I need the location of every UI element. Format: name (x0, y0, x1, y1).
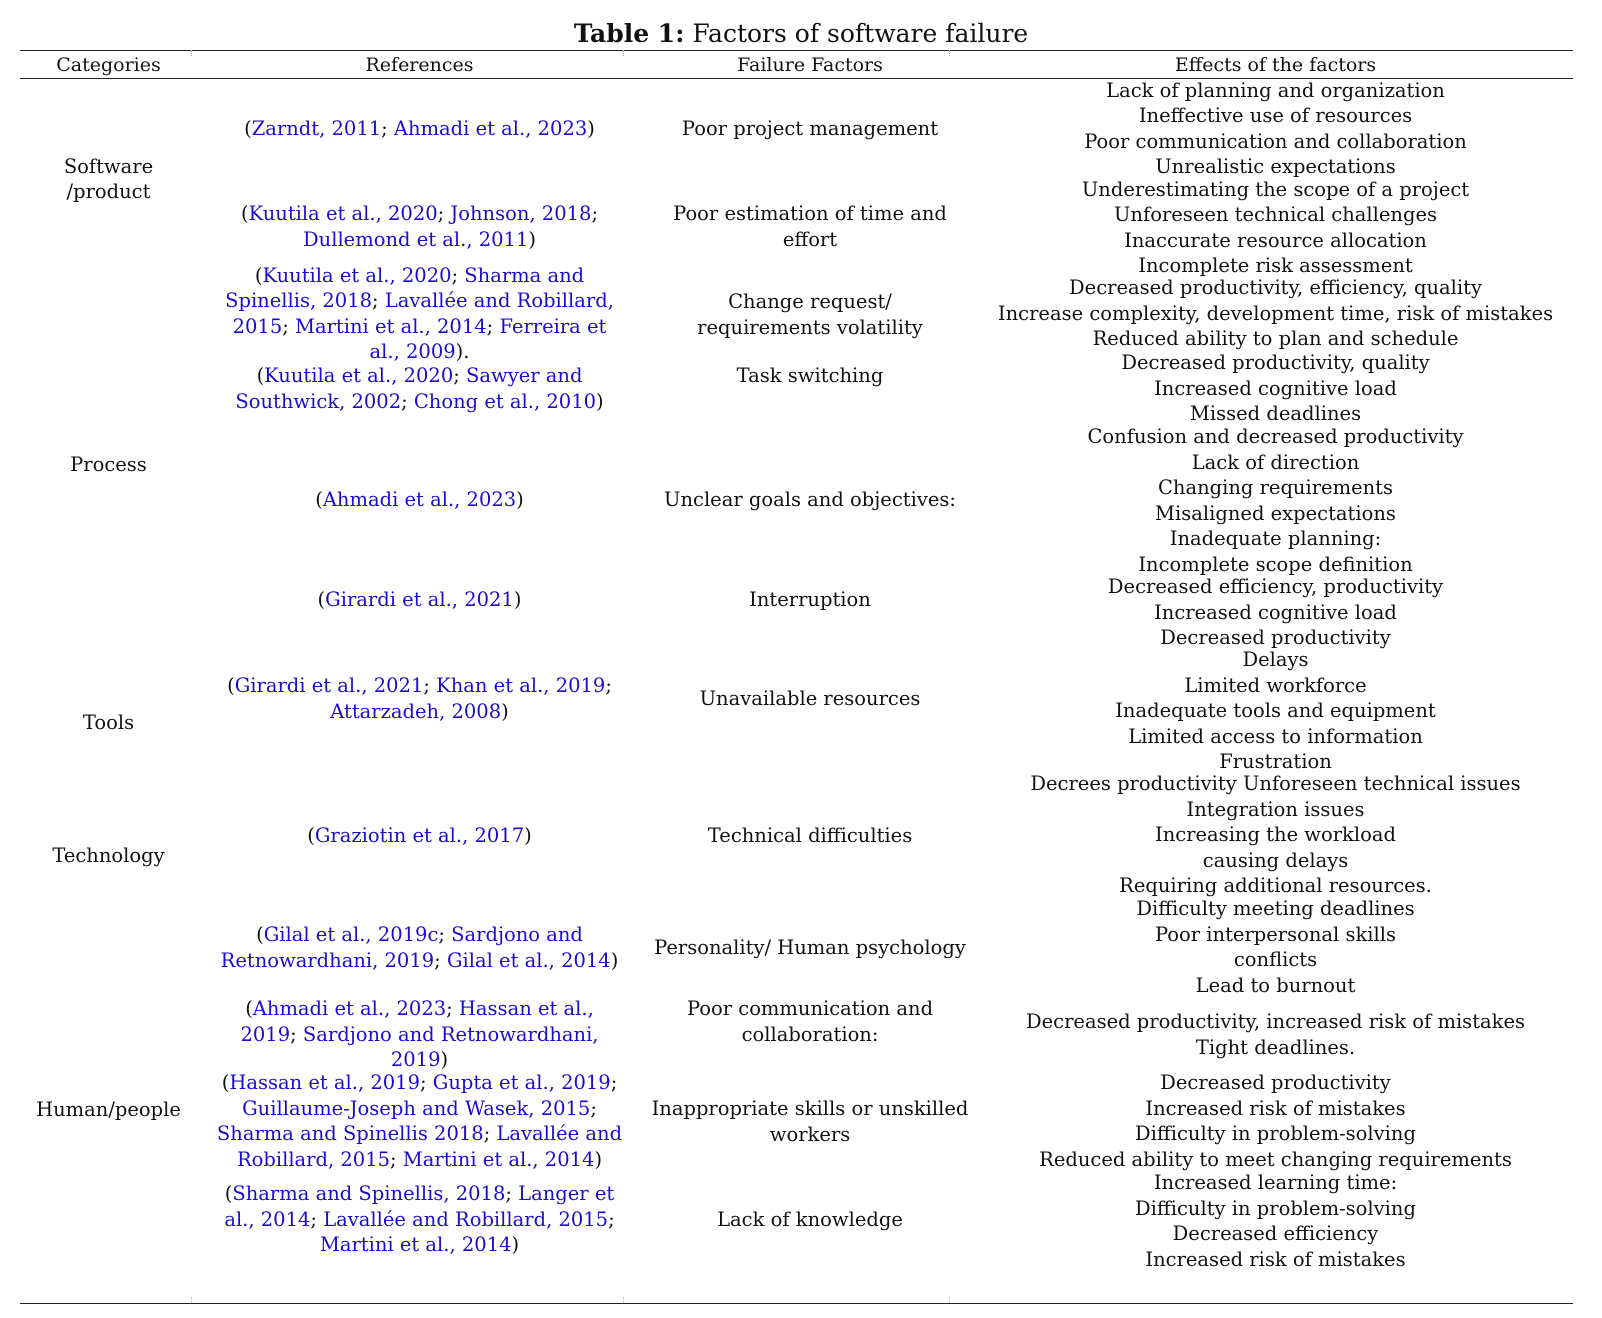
effect-line: conflicts (1233, 948, 1318, 971)
effect-line: Increase complexity, development time, risk of mistakes (997, 301, 1554, 325)
effect-line: Limited workforce (1184, 673, 1367, 697)
citation-separator: ; (437, 202, 451, 225)
effect-line: Decreased productivity, quality (1121, 351, 1430, 375)
category-tools (20, 652, 197, 794)
failure-factor-cell (642, 587, 978, 612)
citation-link[interactable]: Lavallée and Robillard, 2015 (323, 1207, 609, 1231)
effect-line: Misaligned expectations (1155, 501, 1396, 525)
citation-separator: ) (594, 1147, 603, 1171)
reference-text (197, 1181, 642, 1258)
citation-link[interactable]: Sharma and Spinellis 2018 (216, 1122, 484, 1145)
reference-text (197, 201, 642, 252)
citation-link[interactable]: Sawyer and Southwick, 2002 (235, 364, 583, 413)
reference-text (297, 487, 542, 513)
failure-factor-line: Inappropriate skills or unskilled (651, 1097, 969, 1120)
citation-link[interactable]: Sardjono and Retnowardhani, 2019 (302, 1022, 599, 1072)
effect-line: Difficulty in problem-solving (1135, 1196, 1416, 1220)
citation-link[interactable]: Ahmadi et al., 2023 (393, 116, 588, 140)
citation-separator: ) (501, 699, 509, 723)
citation-link[interactable]: Gilal et al., 2019c (263, 923, 439, 946)
top-rule (20, 50, 1573, 51)
failure-factor-cell (642, 935, 978, 960)
effect-line: Decreased efficiency (1172, 1222, 1379, 1245)
failure-factor-cell (642, 996, 978, 1047)
reference-cell (197, 487, 642, 512)
citation-separator: ) (511, 1233, 520, 1257)
citation-separator: ) (610, 948, 619, 972)
failure-factor-line: Task switching (736, 363, 884, 387)
category-human (20, 918, 197, 1302)
citation-separator: ) (440, 1048, 449, 1072)
category-label: Technology (52, 844, 165, 868)
effect-line: Unforeseen technical challenges (1114, 203, 1437, 226)
citation-separator: ; (310, 1207, 324, 1231)
citation-separator: ; (438, 923, 452, 946)
effect-line: Lack of planning and organization (1106, 78, 1445, 102)
citation-separator: ; (282, 314, 296, 338)
citation-separator: ; (505, 1182, 519, 1206)
citation-link[interactable]: Girardi et al., 2021 (325, 587, 514, 611)
citation-link[interactable]: Sardjono and Retnowardhani, 2019 (220, 923, 583, 972)
failure-factor-line: Unclear goals and objectives: (664, 487, 956, 511)
effects-cell (978, 1171, 1573, 1271)
citation-separator: ; (610, 1071, 618, 1094)
reference-cell (197, 997, 642, 1072)
effect-line: Decrees productivity Unforeseen technical issues (1030, 772, 1521, 796)
effects-cell (978, 897, 1573, 997)
citation-separator: ( (317, 587, 326, 611)
effect-line: Decreased efficiency, productivity (1107, 575, 1444, 599)
effect-line: Missed deadlines (1189, 402, 1362, 426)
effect-line: Tight deadlines. (1195, 1035, 1356, 1059)
reference-cell (197, 587, 642, 612)
effect-line: Poor interpersonal skills (1154, 922, 1397, 946)
citation-separator: ; (605, 674, 612, 697)
column-divider-tick (623, 1297, 624, 1303)
failure-factor-line: Poor project management (681, 116, 939, 140)
citation-separator: ) (596, 389, 604, 413)
reference-text (197, 1070, 642, 1172)
citation-link[interactable]: Ahmadi et al., 2023 (252, 997, 447, 1021)
reference-cell (197, 363, 642, 414)
citation-separator: ( (240, 202, 249, 225)
reference-cell (197, 103, 642, 154)
citation-separator: ; (420, 1071, 433, 1094)
effects-cell (978, 78, 1573, 179)
citation-link[interactable]: Sharma and Spinellis, 2018 (225, 263, 585, 312)
citation-separator: ; (483, 1122, 497, 1145)
citation-link[interactable]: Hassan et al., 2019 (229, 1071, 420, 1094)
citation-link[interactable]: Ahmadi et al., 2023 (322, 487, 517, 511)
citation-separator: ( (315, 487, 323, 511)
header-failure-factors: Failure Factors (737, 54, 883, 76)
effects-cell (978, 426, 1573, 575)
effect-line: Decreased productivity, increased risk of mistakes (1025, 1010, 1526, 1033)
reference-cell (197, 1071, 642, 1171)
category-label: Software /product (63, 154, 154, 203)
caption-label: Table 1: (573, 19, 685, 48)
effects-cell (978, 1071, 1573, 1171)
citation-link[interactable]: Lavallée and Robillard, 2015 (236, 1122, 623, 1171)
failure-factor-cell (642, 823, 978, 848)
citation-link[interactable]: Gupta et al., 2019 (432, 1071, 611, 1094)
effect-line: Reduced ability to meet changing requirements (1039, 1147, 1512, 1171)
effects-cell (978, 773, 1573, 897)
failure-factor-line: Interruption (749, 587, 871, 611)
reference-text (197, 996, 642, 1073)
effect-line: Limited access to information (1128, 724, 1423, 748)
citation-link[interactable]: Gilal et al., 2014 (446, 948, 611, 972)
reference-text (300, 587, 540, 613)
citation-link[interactable]: Lavallée and Robillard, 2015 (232, 289, 614, 338)
citation-link[interactable]: Girardi et al., 2021 (234, 674, 424, 697)
reference-text (197, 363, 642, 414)
citation-separator: ) (528, 227, 536, 251)
citation-link[interactable]: Graziotin et al., 2017 (314, 823, 525, 847)
failure-factor-line: Unavailable resources (699, 686, 921, 710)
citation-separator: ) (516, 487, 524, 511)
category-label: Process (70, 453, 147, 477)
failure-factor-cell (642, 686, 978, 711)
effect-line: Changing requirements (1157, 476, 1394, 499)
citation-separator: ; (451, 263, 465, 287)
citation-separator: ) (587, 116, 595, 140)
failure-factor-cell (642, 289, 978, 340)
citation-link[interactable]: Zarndt, 2011 (251, 116, 382, 140)
effect-line: Inadequate planning: (1169, 527, 1382, 550)
effect-line: Incomplete risk assessment (1138, 254, 1413, 277)
effect-line: Increasing the workload (1155, 823, 1396, 847)
effects-cell (978, 276, 1573, 351)
effect-line: Delays (1242, 648, 1309, 672)
citation-separator: ; (401, 389, 414, 413)
failure-factor-cell (642, 1207, 978, 1232)
category-label: Human/people (36, 1098, 181, 1122)
citation-link[interactable]: Attarzadeh, 2008 (330, 699, 502, 723)
header-references: References (365, 54, 474, 76)
citation-separator: ; (453, 364, 467, 387)
citation-separator: ( (227, 674, 235, 697)
reference-cell (197, 201, 642, 252)
citation-separator: ; (290, 1022, 303, 1046)
citation-link[interactable]: Kuutila et al., 2020 (262, 263, 452, 287)
citation-link[interactable]: Johnson, 2018 (450, 202, 592, 225)
effect-line: Difficulty meeting deadlines (1136, 897, 1415, 920)
effect-line: Inadequate tools and equipment (1115, 699, 1436, 723)
citation-link[interactable]: Chong et al., 2010 (413, 389, 597, 413)
effect-line: Increased cognitive load (1154, 376, 1397, 400)
effect-line: Increased risk of mistakes (1145, 1096, 1406, 1120)
effect-line: Confusion and decreased productivity (1087, 425, 1464, 448)
failure-factor-line: Poor communication and (686, 997, 934, 1020)
category-software (20, 80, 197, 278)
citation-separator: ; (446, 997, 459, 1021)
effect-line: Underestimating the scope of a project (1081, 177, 1470, 201)
citation-link[interactable]: Langer et al., 2014 (224, 1182, 615, 1231)
effects-cell (978, 649, 1573, 773)
citation-link[interactable]: Dullemond et al., 2011 (303, 227, 529, 251)
citation-link[interactable]: Martini et al., 2014 (402, 1147, 595, 1171)
table-caption (0, 16, 1602, 52)
effect-line: Increased risk of mistakes (1145, 1247, 1406, 1271)
citation-separator: ( (221, 1071, 230, 1094)
failure-factor-cell (642, 1096, 978, 1147)
citation-separator: ; (434, 948, 447, 972)
citation-separator: ( (256, 923, 264, 946)
failure-factor-line: workers (769, 1122, 851, 1146)
citation-separator: ; (591, 202, 599, 225)
citation-link[interactable]: Hassan et al., 2019 (240, 997, 594, 1046)
effect-line: Requiring additional resources. (1119, 874, 1432, 898)
citation-separator: ; (423, 674, 437, 697)
effect-line: Inaccurate resource allocation (1124, 228, 1427, 252)
effect-line: Decreased productivity (1160, 626, 1391, 650)
failure-factor-line: Lack of knowledge (717, 1207, 903, 1231)
citation-separator: ; (590, 1096, 597, 1120)
effects-cell (978, 575, 1573, 650)
failure-factor-line: Personality/ Human psychology (654, 935, 966, 959)
effect-line: Integration issues (1186, 797, 1365, 821)
effect-line: Decreased productivity (1160, 1071, 1391, 1094)
reference-text (197, 673, 642, 724)
reference-cell (197, 673, 642, 724)
failure-factor-line: Poor estimation of time and (673, 202, 947, 225)
citation-link[interactable]: Khan et al., 2019 (436, 674, 606, 697)
effect-line: Poor communication and collaboration (1084, 129, 1467, 153)
citation-separator: ; (390, 1147, 403, 1171)
failure-factor-line: collaboration: (741, 1022, 879, 1046)
citation-separator: ). (455, 340, 470, 363)
citation-separator: ( (245, 997, 253, 1021)
failure-factor-cell (642, 116, 978, 141)
effects-cell (978, 1009, 1573, 1060)
failure-factor-line: effort (782, 227, 838, 251)
effect-line: Increased cognitive load (1154, 600, 1397, 624)
citation-link[interactable]: Kuutila et al., 2020 (264, 364, 454, 387)
citation-separator: ( (244, 116, 252, 140)
failure-factor-cell (642, 201, 978, 252)
header-categories: Categories (56, 54, 161, 76)
bottom-rule (20, 1303, 1573, 1304)
effect-line: Increased learning time: (1153, 1171, 1398, 1194)
citation-link[interactable]: Ferreira et al., 2009 (369, 314, 607, 363)
category-label: Tools (82, 711, 135, 735)
effects-cell (978, 351, 1573, 426)
effect-line: Lead to burnout (1195, 973, 1356, 997)
failure-factor-line: requirements volatility (697, 315, 923, 339)
citation-separator: ) (513, 587, 522, 611)
category-process (20, 278, 197, 652)
caption-text: Factors of software failure (684, 19, 1029, 48)
citation-separator: ( (254, 263, 263, 287)
reference-text (289, 823, 549, 849)
effect-line: Frustration (1219, 750, 1332, 774)
reference-text (197, 263, 642, 365)
effects-cell (978, 177, 1573, 278)
citation-link[interactable]: Martini et al., 2014 (295, 314, 487, 338)
header-effects: Effects of the factors (1174, 54, 1377, 76)
category-technology (20, 794, 197, 918)
citation-link[interactable]: Sharma and Spinellis, 2018 (232, 1182, 506, 1206)
failure-factor-cell (642, 487, 978, 512)
reference-cell (197, 823, 642, 848)
citation-link[interactable]: Martini et al., 2014 (319, 1233, 512, 1257)
reference-cell (197, 263, 642, 363)
citation-link[interactable]: Guillaume-Joseph and Wasek, 2015 (242, 1096, 591, 1120)
citation-separator: ( (224, 1182, 233, 1206)
reference-cell (197, 922, 642, 973)
reference-text (197, 922, 642, 973)
failure-factor-line: Technical difficulties (707, 823, 913, 847)
citation-separator: ; (381, 116, 394, 140)
column-divider-tick (949, 1297, 950, 1303)
effect-line: Incomplete scope definition (1138, 552, 1413, 576)
effect-line: Reduced ability to plan and schedule (1092, 327, 1459, 351)
citation-separator: ( (256, 364, 265, 387)
citation-separator: ; (486, 314, 500, 338)
citation-separator: ( (307, 823, 315, 847)
failure-factor-cell (642, 363, 978, 388)
reference-text (226, 116, 613, 142)
reference-cell (197, 1182, 642, 1257)
effect-line: causing delays (1202, 848, 1349, 872)
effect-line: Ineffective use of resources (1138, 104, 1413, 127)
citation-separator: ) (524, 823, 532, 847)
effect-line: Difficulty in problem-solving (1135, 1122, 1416, 1145)
citation-separator: ; (608, 1207, 615, 1231)
effect-line: Unrealistic expectations (1155, 155, 1396, 178)
effect-line: Decreased productivity, efficiency, quality (1069, 276, 1482, 300)
effect-line: Lack of direction (1191, 450, 1360, 474)
citation-link[interactable]: Kuutila et al., 2020 (248, 202, 438, 225)
citation-separator: ; (372, 289, 385, 312)
failure-factor-line: Change request/ (728, 290, 892, 313)
